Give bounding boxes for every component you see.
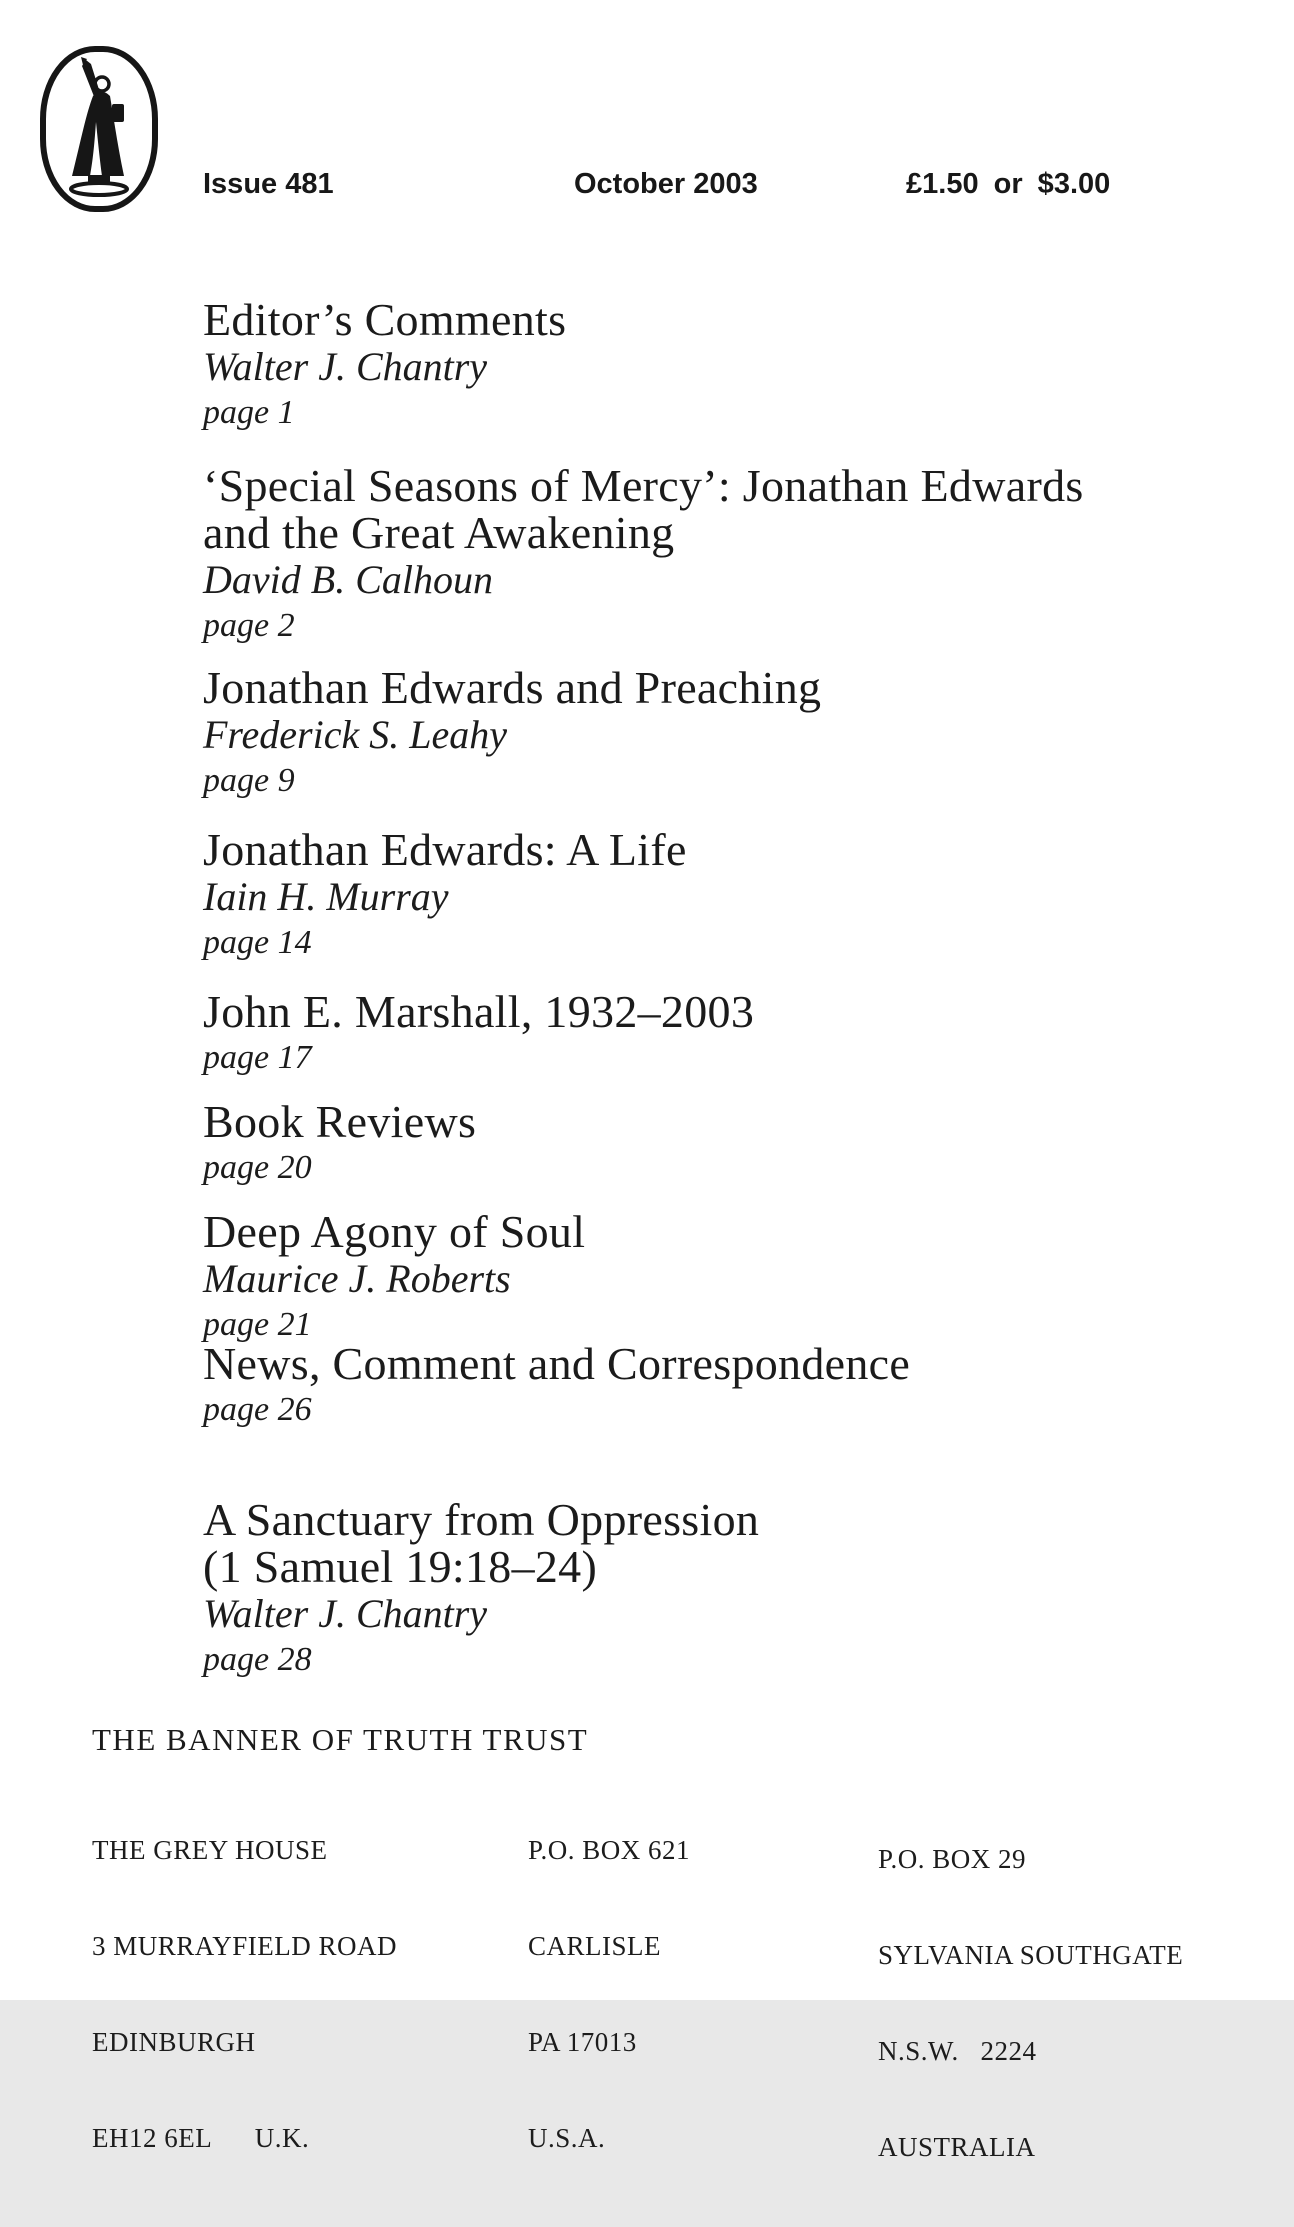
article-author: David B. Calhoun <box>203 557 493 602</box>
article-title: News, Comment and Correspondence <box>203 1338 911 1389</box>
address-line: P.O. BOX 621 <box>528 1835 691 1865</box>
contents-entry <box>203 664 821 804</box>
contents-entry <box>203 826 687 966</box>
address-line: SYLVANIA SOUTHGATE <box>878 1940 1184 1970</box>
article-title: Jonathan Edwards and Preaching <box>203 662 822 713</box>
address-line: N.S.W. 2224 <box>878 2036 1037 2066</box>
article-title: Book Reviews <box>203 1096 477 1147</box>
issue-date: October 2003 <box>574 168 758 200</box>
banner-of-truth-preacher-icon <box>38 44 160 214</box>
article-page: page 21 <box>203 1306 312 1343</box>
article-page: page 26 <box>203 1391 312 1428</box>
article-title: ‘Special Seasons of Mercy’: Jonathan Edwards <box>203 460 1084 511</box>
issue-price: £1.50 or $3.00 <box>906 168 1111 200</box>
address-line: PA 17013 <box>528 2027 637 2057</box>
article-title: Editor’s Comments <box>203 294 567 345</box>
article-title: A Sanctuary from Oppression <box>203 1494 760 1545</box>
contents-entry <box>203 1340 910 1433</box>
contents-entry <box>203 1098 476 1191</box>
address-line: THE GREY HOUSE <box>92 1835 328 1865</box>
article-page: page 20 <box>203 1149 312 1186</box>
article-title: Deep Agony of Soul <box>203 1206 586 1257</box>
article-author: Frederick S. Leahy <box>203 712 507 757</box>
contents-entry <box>203 462 1084 649</box>
article-page: page 14 <box>203 924 312 961</box>
contents-entry <box>203 988 754 1081</box>
article-page: page 2 <box>203 607 295 644</box>
article-title: John E. Marshall, 1932–2003 <box>203 986 755 1037</box>
address-line: P.O. BOX 29 <box>878 1844 1027 1874</box>
contents-entry <box>203 1208 585 1348</box>
address-line: U.S.A. <box>528 2123 606 2153</box>
article-page: page 9 <box>203 762 295 799</box>
publisher-name: THE BANNER OF TRUTH TRUST <box>92 1722 589 1757</box>
contents-entry <box>203 296 566 436</box>
article-author: Walter J. Chantry <box>203 344 488 389</box>
article-author: Maurice J. Roberts <box>203 1256 511 1301</box>
issue-number: Issue 481 <box>203 168 334 200</box>
article-author: Iain H. Murray <box>203 874 449 919</box>
article-page: page 28 <box>203 1641 312 1678</box>
article-title: and the Great Awakening <box>203 507 675 558</box>
address-column-uk <box>92 1770 397 2218</box>
address-line: 3 MURRAYFIELD ROAD <box>92 1931 398 1961</box>
article-author: Walter J. Chantry <box>203 1591 488 1636</box>
address-line: AUSTRALIA <box>878 2132 1036 2162</box>
article-title: (1 Samuel 19:18–24) <box>203 1541 598 1592</box>
article-page: page 17 <box>203 1039 312 1076</box>
address-line: EH12 6EL U.K. <box>92 2123 310 2153</box>
address-column-australia <box>878 1779 1183 2227</box>
contents-entry <box>203 1496 759 1683</box>
address-line: EDINBURGH <box>92 2027 256 2057</box>
article-page: page 1 <box>203 394 295 431</box>
article-title: Jonathan Edwards: A Life <box>203 824 687 875</box>
address-column-usa <box>528 1770 690 2218</box>
address-line: CARLISLE <box>528 1931 662 1961</box>
